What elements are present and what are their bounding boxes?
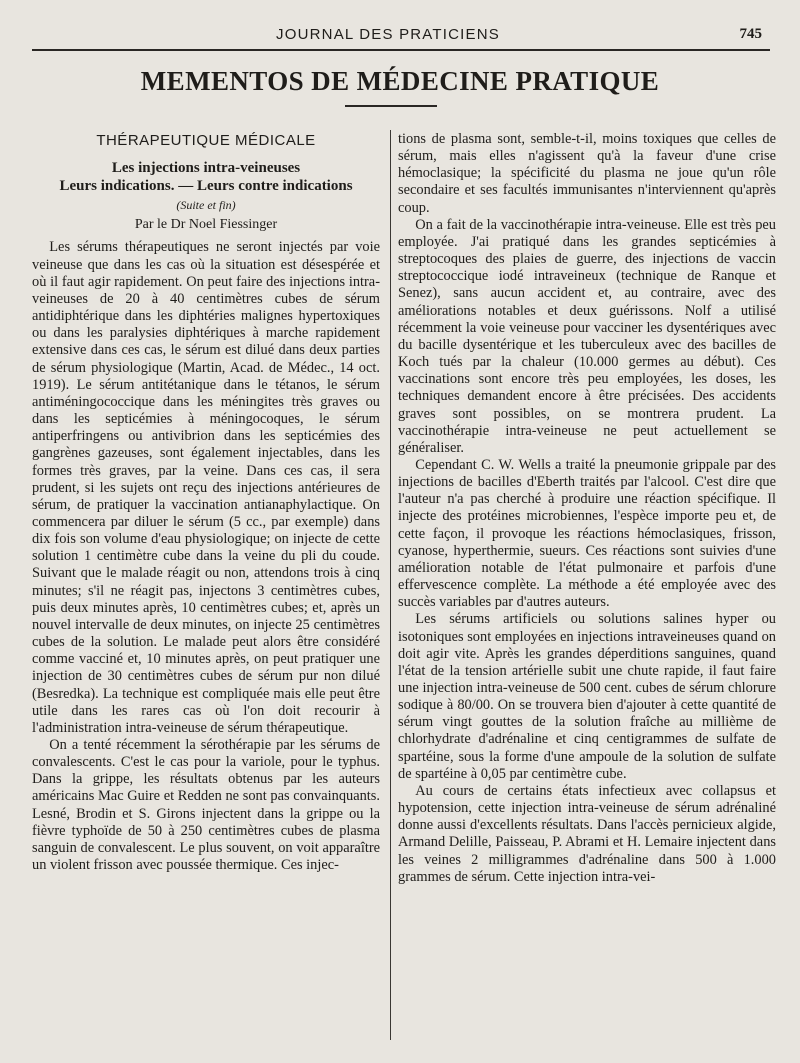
continued-note: (Suite et fin) [176, 198, 236, 213]
section-title: MEMENTOS DE MÉDECINE PRATIQUE [140, 66, 660, 96]
body-paragraph: Au cours de certains états infectieux avec collapsus et hypotension, cette injection intra-veineuse de sérum adrénaliné donne aussi d'excellents résultats. Dans l'accès pernicieux algide, Armand Delille, Paisseau, P. Abrami et H. Lemaire injectent dans les veines 2 milligrammes d'adrénaline dans 500 à 1.000 grammes de sérum. Cette injection intra-vei- [398, 782, 776, 885]
body-paragraph: tions de plasma sont, semble-t-il, moins toxiques que celles de sérum, mais elles n'agissent qu'à la faveur d'une crise hémoclasique; la spécificité du plasma ne joue qu'un rôle secondaire et ses facultés immunisantes n'interviennent qu'après coup. [398, 131, 776, 216]
article-title-line-1: Les injections intra-veineuses [111, 160, 301, 177]
body-paragraph: Les sérums thérapeutiques ne seront injectés par voie veineuse que dans les cas où la situation est désespérée et où il faut agir rapidement. On peut faire des injections intra-veineuses de 20 à 40 centimètres cubes de sérum antidiphtérique dans les diphtéries malignes hypertoxiques ou dans les paralysies diphtériques à marche rapidement extensive dans ces cas, le sérum est dilué dans deux parties de sérum physiologique (Martin, Acad. de Médec., 14 oct. 1919). Le sérum antitétanique dans le tétanos, le sérum antiméningococcique dans les méningites très graves ou dans les septicémies à méningocoques, le sérum antiperfringens ou antivibrion dans les septicémies des gangrènes gazeuses, sont également injectables, dans les formes très graves, par la veine. Dans ces cas, il sera prudent, si les sujets ont reçu des injections antérieures de sérum, de pratiquer la vaccination antianaphylactique. On commencera par diluer le sérum (5 cc., par exemple) dans dix fois son volume d'eau physiologique; on injecte de cette solution 1 centimètre cube dans la veine du pli du coude. Suivant que le malade réagit ou non, attendons trois à cinq minutes; s'il ne réagit pas, injectons 3 centimètres cubes, puis deux minutes après, 10 centimètres cubes; et, après un nouvel intervalle de deux minutes, on injecte 25 centimètres cubes de la solution. Le malade peut alors être considéré comme vacciné et, 10 minutes après, on peut pratiquer une injection de 30 centimètres cubes de sérum pur non dilué (Besredka). La technique est compliquée mais elle peut être utile dans les rares cas où l'on doit recourir à l'administration intra-veineuse de sérum thérapeutique. [32, 239, 380, 736]
column-divider [390, 130, 391, 1040]
body-paragraph: On a fait de la vaccinothérapie intra-veineuse. Elle est très peu employée. J'ai pratiqué dans les grandes septicémies à streptocoques des plaies de guerre, des injections de vaccin streptococcique iodé intraveineux (technique de Ranque et Senez), sans aucun accident et, au contraire, avec des améliorations notables et deux guérissons. Nolf a utilisé récemment la voie veineuse pour vacciner les dysentériques avec du bacille dysentérique et les tuberculeux avec des bacilles de Koch tués par la chaleur (10.000 germes au début). Ces vaccinations sont encore très peu employées, les doses, les techniques demandent encore à être précisées. Des accidents graves sont possibles, on se montrera prudent. La vaccinothérapie intra-veineuse ne peut actuellement se généraliser. [398, 216, 776, 456]
running-head [0, 26, 800, 46]
body-paragraph: Cependant C. W. Wells a traité la pneumonie grippale par des injections de bacilles d'Eberth traités par l'alcool. C'est dire que l'auteur n'a pas cherché à produire une réaction spécifique. Il injecte des protéines microbiennes, l'espèce importe peu et, de cette façon, il provoque les réactions hémoclasiques, frisson, cyanose, hyperthermie, sueurs. Ces réactions sont suivies d'une amélioration notable de l'état pulmonaire et parfois d'une effervescence complète. La méthode a été employée avec des succès variables par d'autres auteurs. [398, 456, 776, 611]
right-column [398, 131, 776, 886]
rubric-heading: THÉRAPEUTIQUE MÉDICALE [96, 132, 316, 149]
author-byline: Par le Dr Noel Fiessinger [134, 217, 278, 233]
article-title-line-2: Leurs indications. — Leurs contre indications [59, 178, 353, 195]
header-rule [32, 49, 770, 51]
body-paragraph: Les sérums artificiels ou solutions salines hyper ou isotoniques sont employées en injections intraveineuses quand on doit agir vite. Après les grandes déperditions sanguines, quand l'état de la tension artérielle subit une chute rapide, il faut faire une injection intra-veineuse de 500 cent. cubes de sérum chlorure sodique à 80/00. On se trouvera bien d'ajouter à cette quantité de sérum vingt gouttes de la solution fraîche au millième de chlorhydrate d'adrénaline et cinq centigrammes de sulfate de spartéine, sous la forme d'une ampoule de la solution de sulfate de spartéine à 0,05 par centimètre cube. [398, 611, 776, 782]
left-column [32, 126, 380, 874]
journal-title: JOURNAL DES PRATICIENS [276, 26, 500, 43]
body-paragraph: On a tenté récemment la sérothérapie par les sérums de convalescents. C'est le cas pour la variole, pour le typhus. Dans la grippe, les résultats obtenus par les auteurs américains Mac Guire et Redden ne sont pas convainquants. Lesné, Brodin et S. Girons injectent dans la grippe ou la fièvre typhoïde de 50 à 250 centimètres cubes de plasma sanguin de convalescent. Le plus souvent, on voit apparaître un violent frisson avec poussée thermique. Ces injec- [32, 737, 380, 874]
section-title-rule [345, 105, 437, 107]
page-number: 745 [739, 26, 762, 42]
